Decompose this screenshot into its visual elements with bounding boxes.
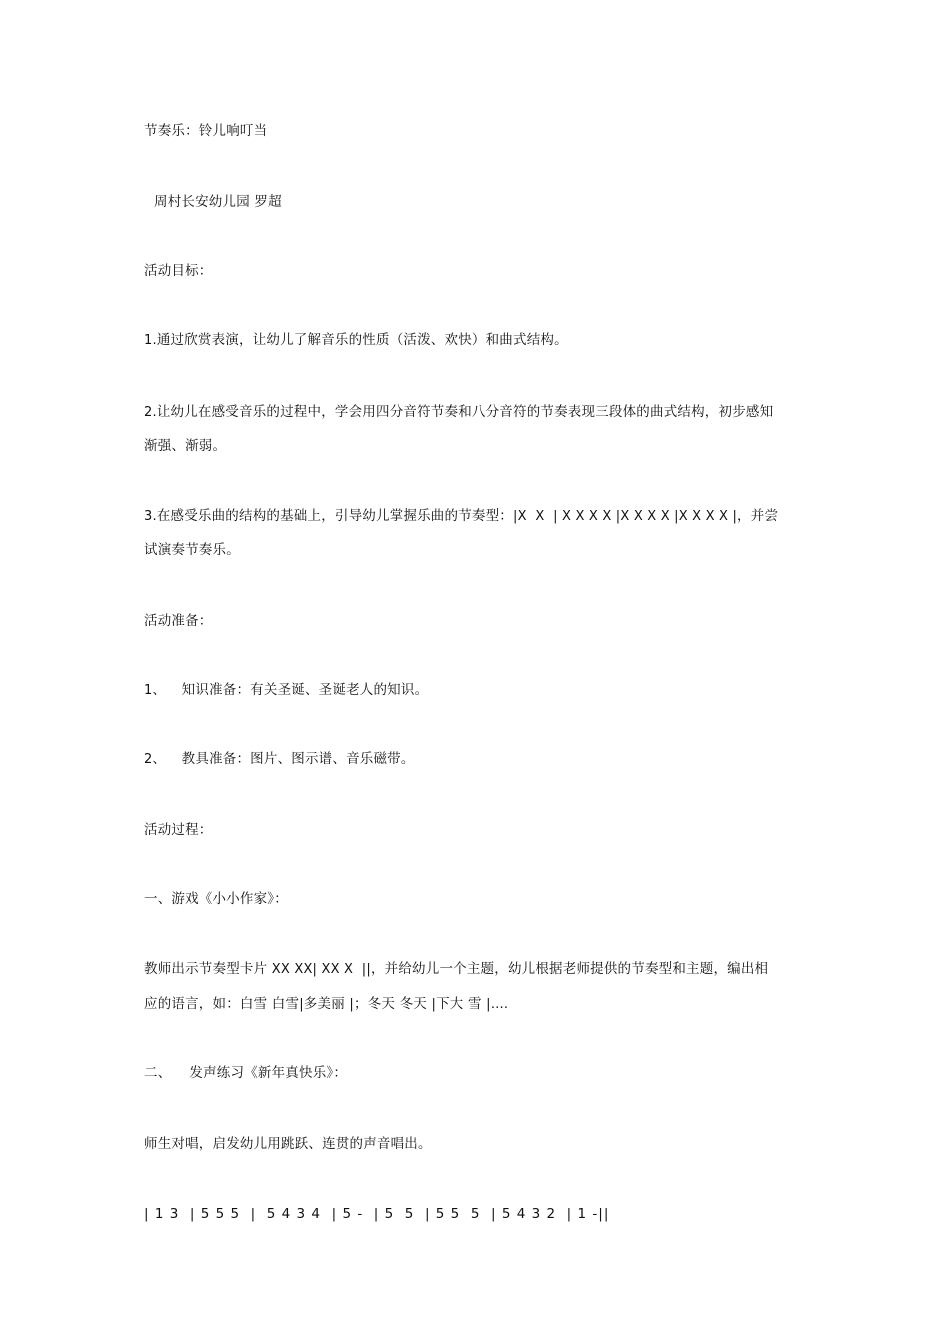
process-step-1-text-a: 教师出示节奏型卡片: [144, 961, 272, 977]
goal-item-3-rhythm: |X X | X X X X |X X X X |X X X X |: [513, 509, 738, 524]
process-step-1-text-f: 下大 雪: [436, 996, 487, 1012]
goal-item-1: [144, 323, 814, 358]
goal-item-3-continued: 试演奏节奏乐。: [144, 542, 240, 558]
process-step-1-text-b: ，并给幼儿一个主题，幼儿根据老师提供的节奏型和主题，编出相: [370, 961, 769, 977]
goal-item-1-text: 通过欣赏表演，让幼儿了解音乐的性质（活泼、欢快）和曲式结构。: [156, 332, 568, 348]
preparation-item-2-text: 教具准备：图片、图示谱、音乐磁带。: [181, 751, 415, 767]
process-step-1-title: 一、游戏《小小作家》：: [144, 891, 288, 907]
process-step-1-rhythm: XX XX| XX X ||: [271, 962, 371, 977]
process-heading: 活动过程：: [144, 822, 213, 838]
goal-item-2-continued: 渐强、渐弱。: [144, 438, 227, 454]
process-step-2-number: 二、: [144, 1065, 172, 1081]
preparation-item-1: [144, 673, 814, 708]
bar-line-4: |….: [486, 997, 509, 1012]
goal-item-3: [144, 499, 814, 534]
process-step-2-text: 师生对唱，启发幼儿用跳跃、连贯的声音唱出。: [144, 1136, 432, 1152]
preparation-item-2-number: 2、: [144, 752, 166, 767]
goal-item-3-text-end: ，并尝: [737, 508, 779, 524]
goal-item-1-number: 1.: [144, 333, 157, 348]
bar-line-3: |: [431, 997, 437, 1012]
process-step-2-title: 发声练习《新年真快乐》：: [189, 1065, 348, 1081]
process-step-1-text-c: 应的语言，如：白雪 白雪: [144, 996, 300, 1012]
process-step-1-text-continued: [144, 987, 814, 1022]
process-step-1-text-e: ；冬天 冬天: [353, 996, 432, 1012]
goal-item-3-number: 3.: [144, 509, 157, 524]
author-line: 周村长安幼儿园 罗超: [154, 194, 282, 210]
goal-item-3-text: 在感受乐曲的结构的基础上，引导幼儿掌握乐曲的节奏型：: [156, 508, 514, 524]
bar-line-2: |: [349, 997, 354, 1012]
process-step-1-text: [144, 952, 814, 987]
document-title: 节奏乐：铃儿响叮当: [144, 123, 268, 139]
goal-item-2-number: 2.: [144, 405, 157, 420]
preparation-heading: 活动准备：: [144, 613, 213, 629]
bar-line-1: |: [299, 997, 304, 1012]
preparation-item-2: [144, 742, 814, 777]
process-step-1-text-d: 多美丽: [303, 996, 350, 1012]
process-step-2-title-line: [144, 1056, 814, 1090]
goals-heading: 活动目标：: [144, 263, 213, 279]
numbered-notation: | 1 3 | 5 5 5 | 5 4 3 4 | 5 - | 5 5 | 5 5 5 | 5 4 3 2 | 1 -||: [144, 1206, 610, 1222]
preparation-item-1-text: 知识准备：有关圣诞、圣诞老人的知识。: [181, 682, 429, 698]
goal-item-2-text: 让幼儿在感受音乐的过程中，学会用四分音符节奏和八分音符的节奏表现三段体的曲式结构，初步感知: [156, 404, 774, 420]
goal-item-2: [144, 395, 814, 430]
preparation-item-1-number: 1、: [144, 683, 166, 698]
